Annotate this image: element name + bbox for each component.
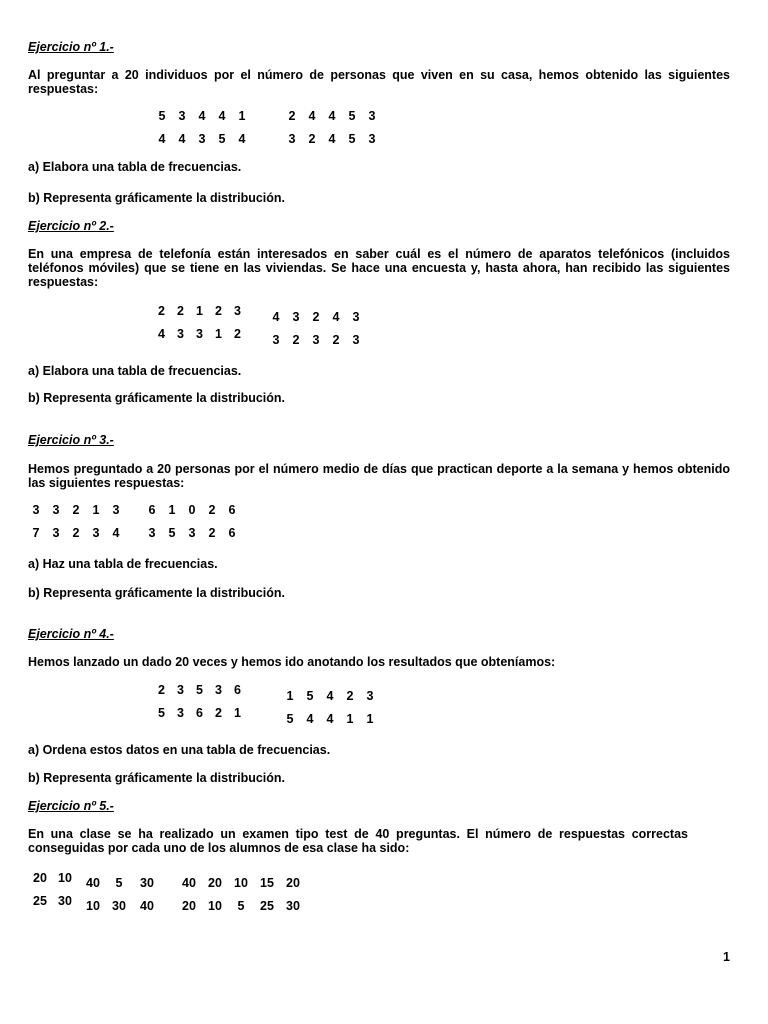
exercise-4-data-group-1 (152, 678, 247, 724)
data-value: 2 (332, 332, 340, 347)
data-value: 0 (188, 502, 196, 517)
data-value: 2 (312, 309, 320, 324)
data-row (280, 707, 380, 730)
data-value: 1 (346, 711, 354, 726)
data-value: 1 (215, 326, 222, 341)
exercise-2-item-a: a) Elabora una tabla de frecuencias. (28, 364, 242, 378)
data-value: 2 (215, 705, 222, 720)
data-value: 3 (52, 502, 60, 517)
data-value: 5 (237, 898, 245, 913)
exercise-5-statement: En una clase se ha realizado un examen tipo test de 40 preguntas. El número de respuestas correctas conseguidas por cada uno de los alumnos de esa clase ha sido: (28, 827, 688, 855)
data-value: 5 (158, 108, 166, 123)
data-row (26, 498, 126, 521)
data-value: 4 (272, 309, 280, 324)
data-value: 25 (260, 898, 274, 913)
exercise-1-title: Ejercicio nº 1.- (28, 40, 114, 54)
data-value: 1 (92, 502, 100, 517)
exercise-3-item-b: b) Representa gráficamente la distribución. (28, 586, 286, 600)
data-value: 5 (168, 525, 176, 540)
data-value: 4 (328, 108, 336, 123)
data-value: 3 (215, 682, 222, 697)
data-value: 20 (208, 875, 222, 890)
data-value: 3 (52, 525, 60, 540)
data-value: 2 (72, 502, 80, 517)
data-value: 4 (158, 131, 166, 146)
data-row (142, 498, 242, 521)
exercise-1-item-a: a) Elabora una tabla de frecuencias. (28, 160, 242, 174)
data-value: 15 (260, 875, 274, 890)
exercise-3-data-group-1 (26, 498, 126, 544)
exercise-5-title: Ejercicio nº 5.- (28, 799, 114, 813)
data-value: 5 (348, 108, 356, 123)
data-value: 3 (352, 309, 360, 324)
data-row (152, 701, 247, 724)
data-value: 4 (198, 108, 206, 123)
data-value: 2 (72, 525, 80, 540)
data-value: 3 (177, 326, 184, 341)
data-value: 4 (178, 131, 186, 146)
data-value: 2 (288, 108, 296, 123)
data-value: 2 (346, 688, 354, 703)
data-value: 10 (86, 898, 100, 913)
exercise-3-item-a: a) Haz una tabla de frecuencias. (28, 557, 218, 571)
data-row (282, 104, 382, 127)
data-value: 2 (158, 682, 165, 697)
data-value: 1 (196, 303, 203, 318)
data-value: 3 (112, 502, 120, 517)
data-value: 5 (218, 131, 226, 146)
data-value: 2 (208, 502, 216, 517)
data-value: 7 (32, 525, 40, 540)
data-row (142, 521, 242, 544)
data-value: 1 (366, 711, 374, 726)
data-row (152, 104, 252, 127)
data-value: 5 (115, 875, 123, 890)
data-value: 5 (306, 688, 314, 703)
data-value: 4 (328, 131, 336, 146)
exercise-1-data-group-2 (282, 104, 382, 150)
data-value: 3 (292, 309, 300, 324)
data-value: 6 (234, 682, 241, 697)
data-value: 4 (112, 525, 120, 540)
exercise-3-data-group-2 (142, 498, 242, 544)
data-value: 3 (148, 525, 156, 540)
data-value: 3 (234, 303, 241, 318)
exercise-1-statement: Al preguntar a 20 individuos por el número de personas que viven en su casa, hemos obtenido las siguientes respuestas: (28, 68, 730, 96)
data-value: 20 (182, 898, 196, 913)
exercise-2-data-group-1 (152, 299, 247, 345)
data-value: 6 (228, 525, 236, 540)
exercise-4-data-group-2 (280, 684, 380, 730)
data-value: 3 (198, 131, 206, 146)
data-value: 4 (158, 326, 165, 341)
exercise-2-statement: En una empresa de telefonía están interesados en saber cuál es el número de aparatos telefónicos (incluidos teléfonos móviles) que se tiene en las viviendas. Se hace una encuesta y, hasta ahora, han recibido las siguientes respuestas: (28, 247, 730, 289)
data-value: 4 (238, 131, 246, 146)
data-value: 1 (286, 688, 294, 703)
data-value: 25 (33, 893, 47, 908)
data-row (80, 871, 162, 894)
data-value: 6 (148, 502, 156, 517)
data-value: 2 (215, 303, 222, 318)
data-value: 3 (92, 525, 100, 540)
data-value: 5 (348, 131, 356, 146)
data-value: 2 (208, 525, 216, 540)
data-value: 3 (177, 682, 184, 697)
data-value: 2 (158, 303, 165, 318)
data-value: 3 (366, 688, 374, 703)
data-value: 3 (312, 332, 320, 347)
exercise-1-item-b: b) Representa gráficamente la distribución. (28, 191, 286, 205)
data-row (266, 305, 366, 328)
data-value: 3 (177, 705, 184, 720)
data-value: 1 (234, 705, 241, 720)
data-value: 3 (196, 326, 203, 341)
data-value: 30 (286, 898, 300, 913)
exercise-2-data-group-2 (266, 305, 366, 351)
data-row (28, 866, 78, 889)
data-value: 10 (208, 898, 222, 913)
data-row (26, 521, 126, 544)
exercise-4-statement: Hemos lanzado un dado 20 veces y hemos ido anotando los resultados que obteníamos: (28, 655, 556, 669)
exercise-2-title: Ejercicio nº 2.- (28, 219, 114, 233)
data-value: 4 (332, 309, 340, 324)
data-value: 4 (306, 711, 314, 726)
data-value: 40 (140, 898, 154, 913)
data-row (282, 127, 382, 150)
data-value: 5 (196, 682, 203, 697)
data-value: 3 (368, 131, 376, 146)
exercise-3-title: Ejercicio nº 3.- (28, 433, 114, 447)
data-value: 3 (272, 332, 280, 347)
data-row (266, 328, 366, 351)
data-value: 2 (292, 332, 300, 347)
data-value: 6 (228, 502, 236, 517)
data-value: 4 (326, 711, 334, 726)
exercise-2-item-b: b) Representa gráficamente la distribución. (28, 391, 286, 405)
data-value: 40 (182, 875, 196, 890)
data-value: 6 (196, 705, 203, 720)
data-row (28, 889, 78, 912)
data-row (152, 127, 252, 150)
data-row (152, 322, 247, 345)
data-value: 1 (238, 108, 246, 123)
data-value: 20 (33, 870, 47, 885)
exercise-4-item-b: b) Representa gráficamente la distribución. (28, 771, 286, 785)
data-value: 3 (188, 525, 196, 540)
exercise-4-item-a: a) Ordena estos datos en una tabla de frecuencias. (28, 743, 331, 757)
exercise-5-data-group-3 (176, 871, 306, 917)
data-row (176, 871, 306, 894)
data-row (80, 894, 162, 917)
data-value: 5 (158, 705, 165, 720)
data-value: 30 (140, 875, 154, 890)
data-value: 2 (308, 131, 316, 146)
data-value: 2 (234, 326, 241, 341)
data-value: 4 (326, 688, 334, 703)
data-value: 30 (58, 893, 72, 908)
data-row (280, 684, 380, 707)
data-value: 20 (286, 875, 300, 890)
exercise-5-data-group-2 (80, 871, 162, 917)
data-value: 1 (168, 502, 176, 517)
data-value: 10 (234, 875, 248, 890)
data-row (152, 678, 247, 701)
data-value: 10 (58, 870, 72, 885)
page-number: 1 (723, 950, 730, 964)
data-value: 3 (288, 131, 296, 146)
data-value: 2 (177, 303, 184, 318)
exercise-3-statement: Hemos preguntado a 20 personas por el número medio de días que practican deporte a la semana y hemos obtenido las siguientes respuestas: (28, 462, 730, 490)
data-value: 40 (86, 875, 100, 890)
data-row (176, 894, 306, 917)
data-value: 30 (112, 898, 126, 913)
data-value: 3 (178, 108, 186, 123)
data-row (152, 299, 247, 322)
data-value: 3 (352, 332, 360, 347)
data-value: 5 (286, 711, 294, 726)
exercise-5-data-group-1 (28, 866, 78, 912)
data-value: 4 (308, 108, 316, 123)
exercise-1-data-group-1 (152, 104, 252, 150)
data-value: 4 (218, 108, 226, 123)
data-value: 3 (32, 502, 40, 517)
exercise-4-title: Ejercicio nº 4.- (28, 627, 114, 641)
data-value: 3 (368, 108, 376, 123)
